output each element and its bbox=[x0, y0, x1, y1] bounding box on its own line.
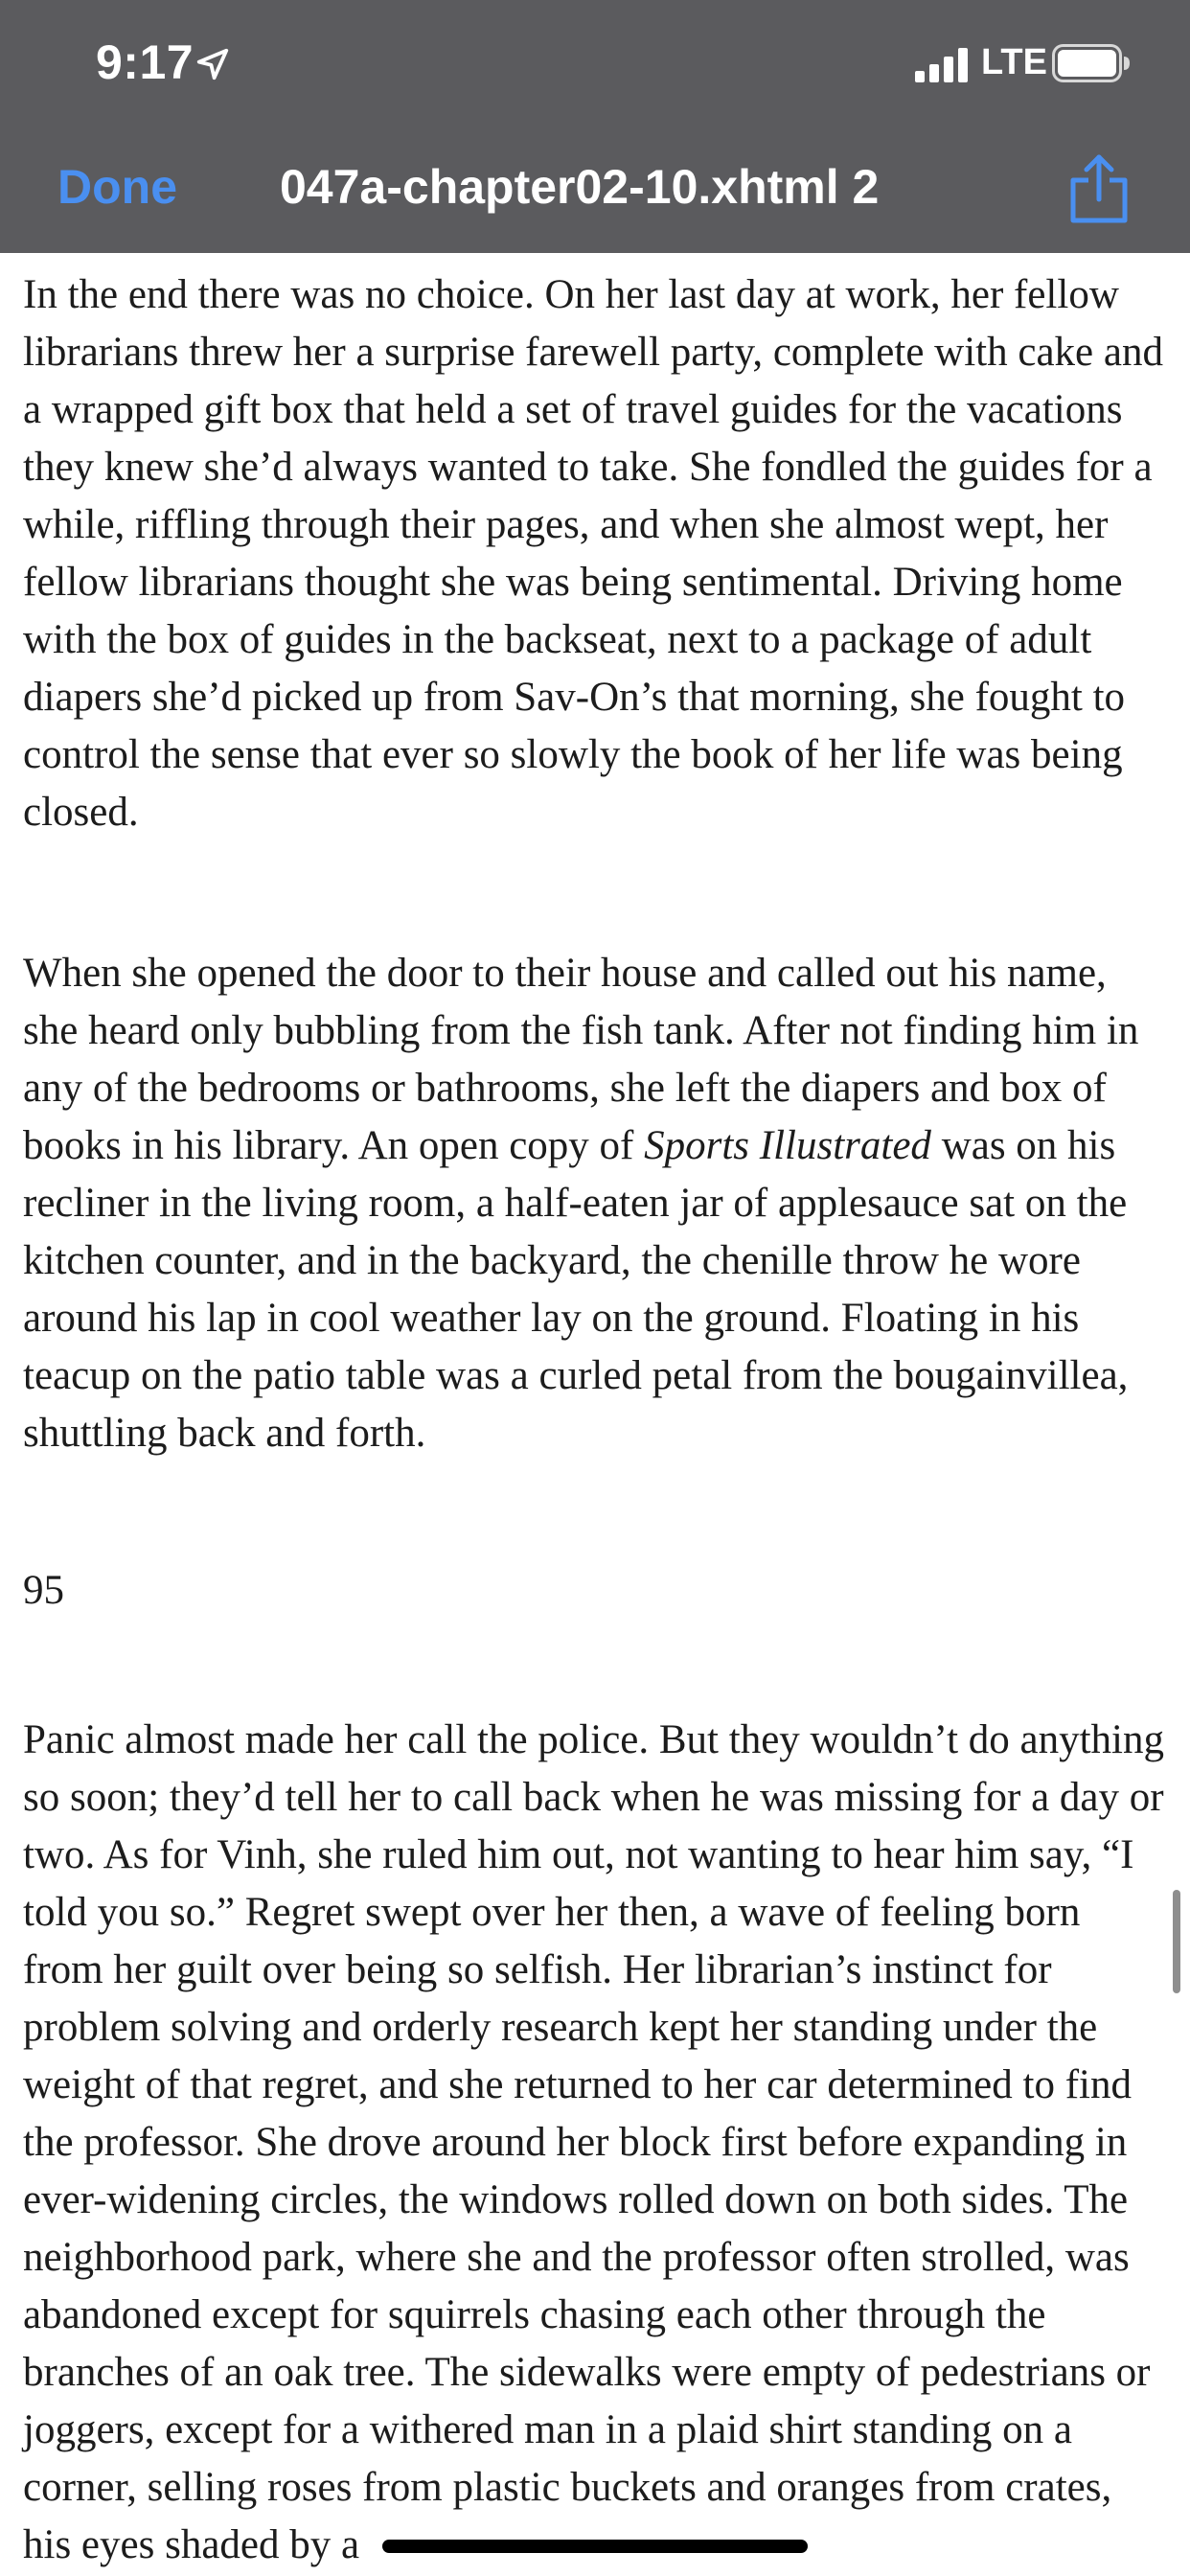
scrollbar-thumb[interactable] bbox=[1173, 1890, 1180, 1993]
network-type: LTE bbox=[981, 42, 1047, 82]
italic-title: Sports Illustrated bbox=[644, 1123, 931, 1168]
paragraph-text: was on his recliner in the living room, a half-eaten jar of applesauce sat on the kitchen counter, and in the backyard, the chenille throw he wore around his lap in cool weather lay on the ground. Floating in his teacup on the patio table was a curled petal from the bougainvillea, shuttling back and forth. bbox=[23, 1123, 1129, 1456]
paragraph: Panic almost made her call the police. But they wouldn’t do anything so soon; they’d tell her to call back when he was missing for a day or two. As for Vinh, she ruled him out, not wanting to hear him say, “I told you so.” Regret swept over her then, a wave of feeling born from her guilt over being so selfish. Her librarian’s instinct for problem solving and orderly research kept her standing under the weight of that regret, and she returned to her car determined to find the professor. She drove around her block first before expanding in ever-widening circles, the windows rolled down on both sides. The neighborhood park, where she and the professor often strolled, was abandoned except for squirrels chasing each other through the branches of an oak tree. The sidewalks were empty of pedestrians or joggers, except for a withered man in a plaid shirt standing on a corner, selling roses from plastic buckets and oranges from crates, his eyes shaded by a bbox=[23, 1717, 1165, 2567]
status-time: 9:17 bbox=[96, 35, 195, 89]
paragraph: In the end there was no choice. On her last day at work, her fellow librarians threw her a surprise farewell party, complete with cake and a wrapped gift box that held a set of travel guides for the vacations they knew she’d always wanted to take. She fondled the guides for a while, riffling through their pages, and when she almost wept, her fellow librarians thought she was being sentimental. Driving home with the box of guides in the backseat, next to a package of adult diapers she’d picked up from Sav-On’s that morning, she fought to control the sense that ever so slowly the book of her life was being closed. bbox=[23, 272, 1163, 835]
page-number: 95 bbox=[23, 1568, 64, 1613]
paragraph bbox=[23, 945, 1169, 1462]
battery-icon bbox=[1052, 44, 1131, 82]
cellular-signal-icon bbox=[915, 48, 969, 82]
home-indicator[interactable] bbox=[382, 2540, 808, 2553]
share-button[interactable] bbox=[1065, 151, 1133, 224]
document-title: 047a-chapter02-10.xhtml 2 bbox=[280, 160, 880, 214]
paragraph-text: When she opened the door to their house and called out his name, she heard only bubbling from the fish tank. After not finding him in any of the bedrooms or bathrooms, she left the diapers and box of books in his library. An open copy of bbox=[23, 951, 1139, 1168]
done-button[interactable]: Done bbox=[57, 160, 177, 214]
location-arrow-icon bbox=[195, 46, 231, 82]
share-icon bbox=[1065, 151, 1133, 224]
top-bar bbox=[0, 0, 1190, 253]
